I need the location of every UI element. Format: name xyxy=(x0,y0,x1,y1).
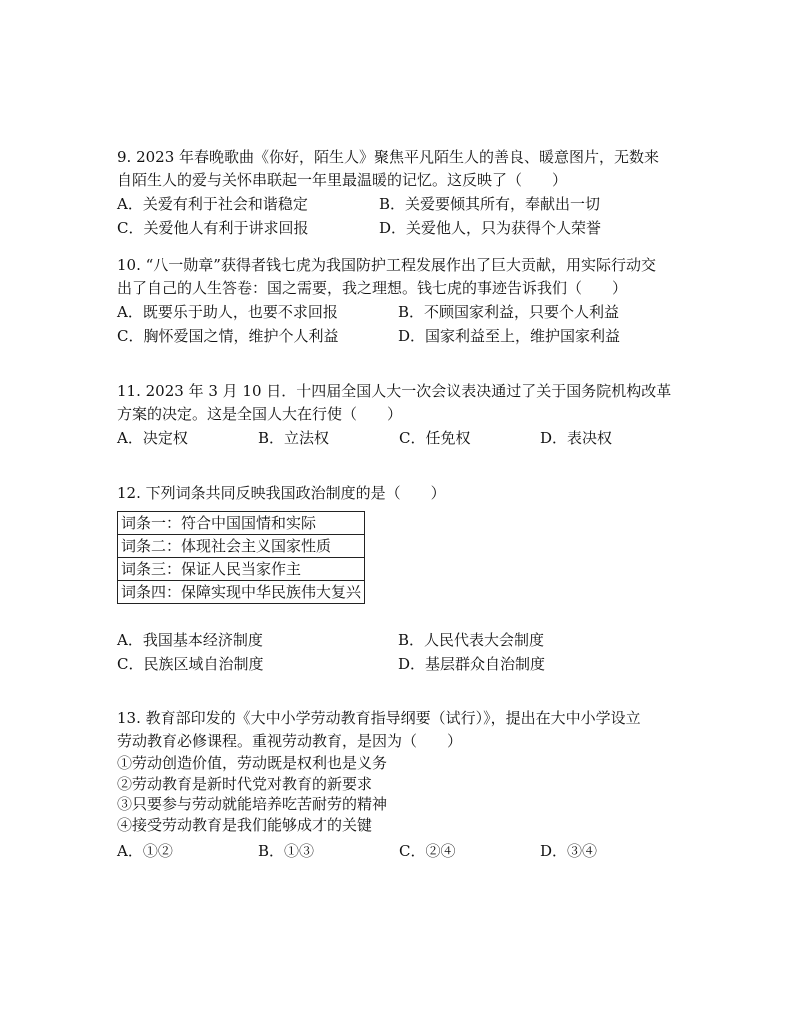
question-12 xyxy=(117,482,687,676)
terms-table xyxy=(117,511,365,604)
option-d[interactable]: D．关爱他人，只为获得个人荣誉 xyxy=(379,219,602,237)
question-stem-line: 自陌生人的爱与关怀串联起一年里最温暖的记忆。这反映了（ ） xyxy=(117,171,568,189)
option-d[interactable]: D．国家利益至上，维护国家利益 xyxy=(398,327,621,345)
option-row xyxy=(117,216,687,240)
option-row xyxy=(117,652,687,676)
statement-item: ③只要参与劳动就能培养吃苦耐劳的精神 xyxy=(117,795,388,813)
option-row xyxy=(117,426,687,450)
term-cell: 词条二：体现社会主义国家性质 xyxy=(118,535,365,558)
question-stem-line: 13. 教育部印发的《大中小学劳动教育指导纲要（试行）》，提出在大中小学设立 xyxy=(117,709,641,727)
statement-item: ④接受劳动教育是我们能够成才的关键 xyxy=(117,815,373,834)
option-d[interactable]: D．基层群众自治制度 xyxy=(398,655,546,673)
option-c[interactable]: C．胸怀爱国之情，维护个人利益 xyxy=(117,327,339,345)
question-10 xyxy=(117,254,687,348)
option-a[interactable]: A．决定权 xyxy=(117,429,188,447)
question-stem-line: 方案的决定。这是全国人大在行使（ ） xyxy=(117,405,403,423)
question-stem-line: 出了自己的人生答卷：国之需要，我之理想。钱七虎的事迹告诉我们（ ） xyxy=(117,279,628,297)
question-stem-line: 9. 2023 年春晚歌曲《你好，陌生人》聚焦平凡陌生人的善良、暖意图片，无数来 xyxy=(117,148,660,166)
option-a[interactable]: A．既要乐于助人，也要不求回报 xyxy=(117,303,338,321)
option-a[interactable]: A．①② xyxy=(117,842,173,860)
option-c[interactable]: C．②④ xyxy=(399,842,456,860)
option-b[interactable]: B．不顾国家利益，只要个人利益 xyxy=(398,303,620,321)
option-b[interactable]: B．立法权 xyxy=(258,429,330,447)
statement-item: ②劳动教育是新时代党对教育的新要求 xyxy=(117,774,373,793)
option-a[interactable]: A．我国基本经济制度 xyxy=(117,631,263,649)
term-cell: 词条四：保障实现中华民族伟大复兴 xyxy=(118,581,365,604)
option-row xyxy=(117,324,687,348)
option-row xyxy=(117,192,687,216)
term-cell: 词条三：保证人民当家作主 xyxy=(118,558,365,581)
question-stem-line: 11. 2023 年 3 月 10 日．十四届全国人大一次会议表决通过了关于国务院机构改革 xyxy=(117,382,672,400)
option-c[interactable]: C．关爱他人有利于讲求回报 xyxy=(117,219,309,237)
question-stem-line: 劳动教育必修课程。重视劳动教育，是因为（ ） xyxy=(117,732,463,750)
term-cell: 词条一：符合中国国情和实际 xyxy=(118,512,365,535)
option-a[interactable]: A．关爱有利于社会和谐稳定 xyxy=(117,195,308,213)
option-row xyxy=(117,839,687,863)
question-13 xyxy=(117,707,687,863)
option-row xyxy=(117,300,687,324)
option-b[interactable]: B．人民代表大会制度 xyxy=(398,631,545,649)
option-d[interactable]: D．表决权 xyxy=(540,429,613,447)
option-c[interactable]: C．民族区域自治制度 xyxy=(117,655,264,673)
question-9 xyxy=(117,146,687,240)
question-stem-line: 10. “八一勋章”获得者钱七虎为我国防护工程发展作出了巨大贡献，用实际行动交 xyxy=(117,256,656,274)
option-d[interactable]: D．③④ xyxy=(540,842,598,860)
option-c[interactable]: C．任免权 xyxy=(399,429,471,447)
option-b[interactable]: B．关爱要倾其所有，奉献出一切 xyxy=(379,195,601,213)
option-b[interactable]: B．①③ xyxy=(258,842,315,860)
statement-item: ①劳动创造价值，劳动既是权利也是义务 xyxy=(117,754,388,772)
question-11 xyxy=(117,380,687,450)
question-stem-line: 12. 下列词条共同反映我国政治制度的是（ ） xyxy=(117,484,446,502)
option-row xyxy=(117,628,687,652)
